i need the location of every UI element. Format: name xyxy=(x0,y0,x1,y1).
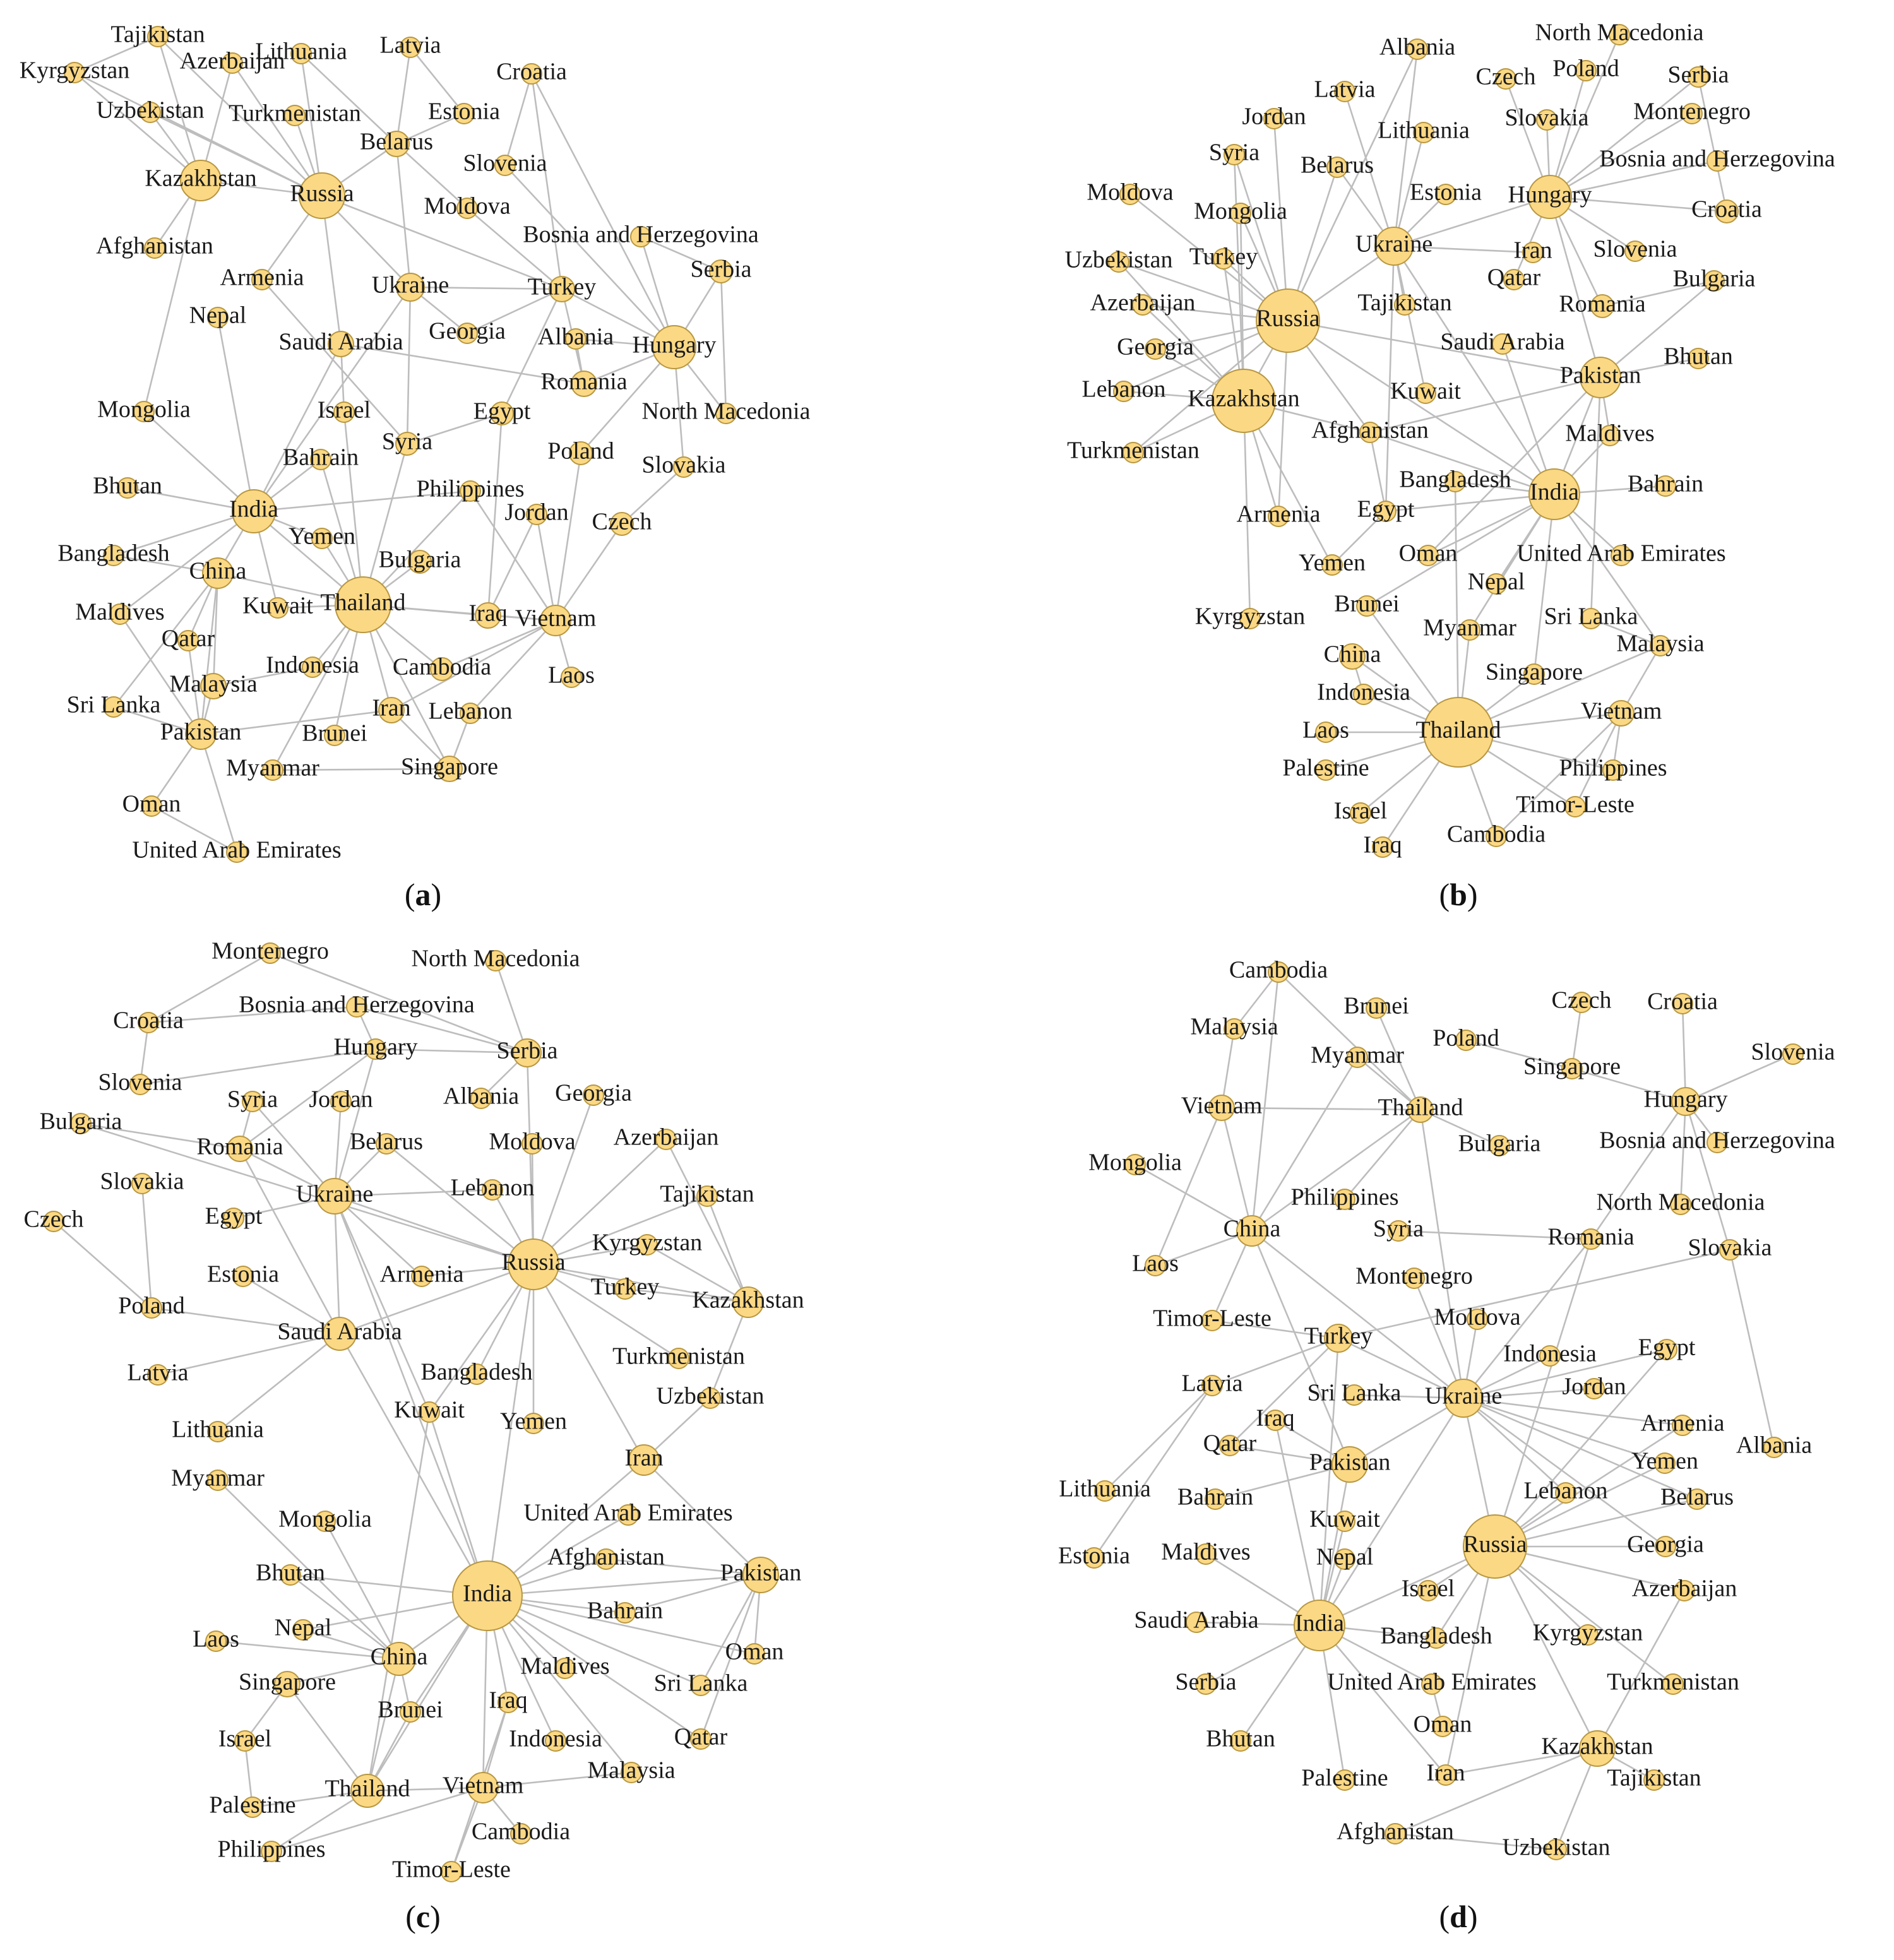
node-label-slovakia: Slovakia xyxy=(641,451,726,478)
node-label-yemen: Yemen xyxy=(289,523,355,550)
node-label-russia: Russia xyxy=(1256,305,1320,332)
node-label-laos: Laos xyxy=(1132,1250,1179,1277)
node-label-saudiarabia: Saudi Arabia xyxy=(1134,1607,1259,1634)
node-label-egypt: Egypt xyxy=(1638,1334,1696,1361)
node-label-russia: Russia xyxy=(1463,1531,1527,1558)
node-label-cambodia: Cambodia xyxy=(392,653,492,680)
node-label-bahrain: Bahrain xyxy=(587,1597,664,1624)
node-label-brunei: Brunei xyxy=(1334,590,1400,617)
node-label-oman: Oman xyxy=(1398,540,1458,567)
node-label-malaysia: Malaysia xyxy=(1190,1013,1278,1040)
node-label-northmacedonia: North Macedonia xyxy=(1596,1189,1765,1216)
node-label-qatar: Qatar xyxy=(161,625,215,652)
node-label-tajikistan: Tajikistan xyxy=(1607,1764,1701,1791)
node-label-croatia: Croatia xyxy=(1647,988,1718,1015)
node-label-moldova: Moldova xyxy=(1087,179,1174,206)
node-label-mongolia: Mongolia xyxy=(97,396,191,423)
node-label-brunei: Brunei xyxy=(378,1696,443,1723)
node-label-yemen: Yemen xyxy=(1631,1447,1698,1475)
panel-caption-letter: d xyxy=(1450,1899,1467,1935)
node-label-czech: Czech xyxy=(592,508,652,535)
node-label-bulgaria: Bulgaria xyxy=(378,546,462,573)
panel-caption-letter: a xyxy=(415,877,431,913)
node-label-ukraine: Ukraine xyxy=(371,271,450,299)
node-label-mongolia: Mongolia xyxy=(278,1506,372,1533)
node-label-bangladesh: Bangladesh xyxy=(420,1358,533,1386)
node-label-azerbaijan: Azerbaijan xyxy=(1631,1575,1737,1602)
node-label-montenegro: Montenegro xyxy=(211,937,329,965)
node-label-bhutan: Bhutan xyxy=(93,472,162,499)
node-label-vietnam: Vietnam xyxy=(1181,1092,1263,1119)
node-label-timorleste: Timor-Leste xyxy=(1153,1305,1272,1332)
node-label-kyrgyzstan: Kyrgyzstan xyxy=(592,1229,703,1256)
node-label-oman: Oman xyxy=(122,790,181,817)
node-label-cambodia: Cambodia xyxy=(471,1818,571,1845)
node-label-lithuania: Lithuania xyxy=(255,38,347,65)
node-label-serbia: Serbia xyxy=(1667,61,1729,88)
node-label-albania: Albania xyxy=(1736,1432,1813,1459)
node-label-albania: Albania xyxy=(1379,33,1456,61)
node-label-croatia: Croatia xyxy=(496,58,567,85)
node-label-slovenia: Slovenia xyxy=(98,1069,182,1096)
node-label-thailand: Thailand xyxy=(325,1775,410,1802)
node-label-myanmar: Myanmar xyxy=(1423,614,1516,641)
node-label-bhutan: Bhutan xyxy=(1664,343,1733,370)
node-label-egypt: Egypt xyxy=(205,1203,263,1230)
node-label-armenia: Armenia xyxy=(1236,501,1321,528)
node-label-srilanka: Sri Lanka xyxy=(1307,1379,1402,1406)
node-label-iraq: Iraq xyxy=(468,600,508,627)
node-label-turkmenistan: Turkmenistan xyxy=(229,100,361,127)
node-label-israel: Israel xyxy=(1401,1575,1455,1602)
node-label-georgia: Georgia xyxy=(555,1079,632,1107)
node-label-turkmenistan: Turkmenistan xyxy=(1067,437,1200,464)
node-label-uzbekistan: Uzbekistan xyxy=(1064,246,1173,273)
panel-caption-c: (c) xyxy=(405,1899,441,1935)
node-label-syria: Syria xyxy=(1373,1215,1424,1242)
node-label-belarus: Belarus xyxy=(1660,1483,1734,1511)
node-label-lithuania: Lithuania xyxy=(1059,1475,1151,1502)
node-label-bulgaria: Bulgaria xyxy=(39,1108,122,1135)
node-label-iran: Iran xyxy=(1426,1759,1465,1786)
panel-caption-letter: c xyxy=(415,1899,431,1935)
node-label-afghanistan: Afghanistan xyxy=(547,1543,665,1571)
node-label-india: India xyxy=(229,496,279,523)
node-label-india: India xyxy=(462,1580,513,1607)
node-label-hungary: Hungary xyxy=(1643,1086,1728,1113)
node-label-kyrgyzstan: Kyrgyzstan xyxy=(1194,603,1306,630)
node-label-georgia: Georgia xyxy=(1627,1531,1704,1558)
node-label-northmacedonia: North Macedonia xyxy=(411,945,580,972)
node-label-egypt: Egypt xyxy=(1357,496,1415,523)
node-label-estonia: Estonia xyxy=(1410,179,1482,206)
node-label-myanmar: Myanmar xyxy=(171,1464,265,1492)
node-label-iran: Iran xyxy=(624,1444,664,1471)
node-label-slovenia: Slovenia xyxy=(1593,235,1677,263)
panel-caption-d: (d) xyxy=(1439,1899,1478,1935)
node-label-turkey: Turkey xyxy=(1189,243,1258,270)
node-label-pakistan: Pakistan xyxy=(160,718,242,745)
node-label-kuwait: Kuwait xyxy=(242,592,313,619)
node-label-moldova: Moldova xyxy=(424,193,511,220)
node-label-saudiarabia: Saudi Arabia xyxy=(278,328,403,355)
node-label-uzbekistan: Uzbekistan xyxy=(1502,1834,1611,1861)
node-label-nepal: Nepal xyxy=(274,1614,332,1641)
node-label-philippines: Philippines xyxy=(1290,1184,1399,1211)
node-label-indonesia: Indonesia xyxy=(509,1725,602,1752)
node-label-syria: Syria xyxy=(227,1086,278,1113)
node-label-hungary: Hungary xyxy=(632,331,717,359)
node-label-jordan: Jordan xyxy=(1562,1373,1626,1400)
node-label-bosniaherz: Bosnia and Herzegovina xyxy=(523,221,759,248)
node-label-maldives: Maldives xyxy=(75,598,165,626)
node-label-ukraine: Ukraine xyxy=(1424,1382,1503,1410)
node-label-iran: Iran xyxy=(372,694,411,722)
node-label-serbia: Serbia xyxy=(1175,1668,1237,1696)
node-label-singapore: Singapore xyxy=(1523,1053,1621,1080)
node-label-bahrain: Bahrain xyxy=(282,444,359,471)
node-label-srilanka: Sri Lanka xyxy=(66,691,161,718)
node-label-kazakhstan: Kazakhstan xyxy=(692,1286,804,1314)
node-label-oman: Oman xyxy=(725,1638,784,1665)
node-label-nepal: Nepal xyxy=(189,302,247,329)
node-label-northmacedonia: North Macedonia xyxy=(1535,19,1704,46)
node-label-laos: Laos xyxy=(548,662,595,689)
node-label-latvia: Latvia xyxy=(1181,1370,1243,1397)
panel-caption-letter: b xyxy=(1450,877,1467,913)
node-label-serbia: Serbia xyxy=(690,256,752,283)
node-label-tajikistan: Tajikistan xyxy=(1357,289,1452,316)
node-label-kazakhstan: Kazakhstan xyxy=(145,165,257,192)
node-label-montenegro: Montenegro xyxy=(1355,1262,1473,1290)
node-label-uae: United Arab Emirates xyxy=(523,1499,733,1526)
node-label-slovenia: Slovenia xyxy=(1751,1038,1835,1066)
node-label-afghanistan: Afghanistan xyxy=(96,232,213,259)
node-label-azerbaijan: Azerbaijan xyxy=(613,1124,719,1151)
node-label-czech: Czech xyxy=(1551,987,1612,1014)
node-label-iraq: Iraq xyxy=(1256,1405,1295,1432)
node-label-egypt: Egypt xyxy=(473,398,531,425)
node-label-russia: Russia xyxy=(501,1249,566,1276)
node-label-malaysia: Malaysia xyxy=(587,1757,676,1784)
node-label-montenegro: Montenegro xyxy=(1633,98,1751,125)
node-label-kuwait: Kuwait xyxy=(1390,377,1461,405)
node-label-romania: Romania xyxy=(196,1133,283,1160)
node-label-bosniaherz: Bosnia and Herzegovina xyxy=(1599,145,1835,172)
node-label-vietnam: Vietnam xyxy=(442,1772,524,1799)
node-label-iran: Iran xyxy=(1513,237,1552,264)
node-label-qatar: Qatar xyxy=(1487,264,1541,291)
node-label-serbia: Serbia xyxy=(496,1037,558,1064)
node-label-poland: Poland xyxy=(547,437,614,465)
node-label-lebanon: Lebanon xyxy=(1523,1477,1608,1504)
node-label-malaysia: Malaysia xyxy=(1616,630,1705,657)
node-label-syria: Syria xyxy=(1208,139,1260,166)
node-label-turkey: Turkey xyxy=(527,273,597,300)
node-label-armenia: Armenia xyxy=(220,264,304,291)
node-label-kyrgyzstan: Kyrgyzstan xyxy=(19,57,130,84)
panel-caption-b: (b) xyxy=(1439,877,1478,913)
node-label-northmacedonia: North Macedonia xyxy=(641,398,811,425)
node-label-bangladesh: Bangladesh xyxy=(1399,466,1511,493)
node-label-afghanistan: Afghanistan xyxy=(1311,417,1429,444)
node-label-syria: Syria xyxy=(381,428,433,455)
node-label-thailand: Thailand xyxy=(1415,716,1501,744)
node-label-timorleste: Timor-Leste xyxy=(392,1856,511,1883)
node-label-singapore: Singapore xyxy=(238,1668,337,1696)
node-label-romania: Romania xyxy=(1559,290,1646,318)
node-label-czech: Czech xyxy=(23,1206,84,1233)
node-label-iraq: Iraq xyxy=(1363,831,1402,858)
node-label-slovakia: Slovakia xyxy=(1504,104,1589,131)
node-label-bulgaria: Bulgaria xyxy=(1672,265,1756,292)
node-label-thailand: Thailand xyxy=(1378,1094,1463,1121)
node-label-georgia: Georgia xyxy=(429,318,506,345)
node-label-romania: Romania xyxy=(1547,1223,1635,1250)
node-label-latvia: Latvia xyxy=(379,32,441,59)
node-label-vietnam: Vietnam xyxy=(515,605,597,632)
node-label-indonesia: Indonesia xyxy=(1503,1340,1597,1367)
node-label-bhutan: Bhutan xyxy=(1206,1725,1275,1752)
node-label-albania: Albania xyxy=(537,323,614,350)
node-label-china: China xyxy=(1323,641,1381,668)
node-label-georgia: Georgia xyxy=(1117,333,1194,360)
node-label-laos: Laos xyxy=(1302,716,1349,744)
node-label-myanmar: Myanmar xyxy=(226,754,319,781)
node-label-slovakia: Slovakia xyxy=(100,1168,184,1195)
node-label-uzbekistan: Uzbekistan xyxy=(656,1382,765,1410)
node-label-afghanistan: Afghanistan xyxy=(1337,1818,1454,1845)
node-label-china: China xyxy=(189,557,247,585)
node-label-nepal: Nepal xyxy=(1316,1543,1374,1571)
node-label-estonia: Estonia xyxy=(1058,1542,1130,1569)
node-label-poland: Poland xyxy=(118,1292,185,1319)
node-label-uzbekistan: Uzbekistan xyxy=(96,97,205,124)
node-label-china: China xyxy=(1223,1215,1281,1242)
node-label-turkey: Turkey xyxy=(590,1273,660,1300)
node-label-ukraine: Ukraine xyxy=(1355,230,1433,258)
node-label-tajikistan: Tajikistan xyxy=(110,21,205,48)
node-label-china: China xyxy=(370,1643,428,1670)
node-label-qatar: Qatar xyxy=(1203,1430,1257,1457)
node-label-timorleste: Timor-Leste xyxy=(1516,791,1635,818)
node-label-malaysia: Malaysia xyxy=(169,670,258,698)
node-label-maldives: Maldives xyxy=(1161,1538,1251,1565)
node-label-uae: United Arab Emirates xyxy=(132,836,342,864)
node-label-bosniaherz: Bosnia and Herzegovina xyxy=(239,991,475,1018)
node-label-turkey: Turkey xyxy=(1304,1322,1373,1350)
node-label-belarus: Belarus xyxy=(359,128,434,155)
node-label-kyrgyzstan: Kyrgyzstan xyxy=(1532,1619,1643,1646)
node-label-philippines: Philippines xyxy=(1559,754,1667,781)
node-label-azerbaijan: Azerbaijan xyxy=(179,47,285,74)
node-label-philippines: Philippines xyxy=(416,475,525,502)
node-label-romania: Romania xyxy=(540,368,628,395)
node-label-ukraine: Ukraine xyxy=(295,1180,374,1208)
node-label-bangladesh: Bangladesh xyxy=(57,540,170,567)
node-label-laos: Laos xyxy=(193,1625,239,1653)
node-label-albania: Albania xyxy=(443,1083,520,1110)
node-label-mongolia: Mongolia xyxy=(1194,198,1287,225)
node-label-kazakhstan: Kazakhstan xyxy=(1541,1733,1653,1760)
node-label-jordan: Jordan xyxy=(504,499,569,526)
node-label-uae: United Arab Emirates xyxy=(1516,540,1726,567)
node-label-indonesia: Indonesia xyxy=(266,651,359,679)
node-label-mongolia: Mongolia xyxy=(1088,1149,1182,1176)
node-label-jordan: Jordan xyxy=(1242,103,1306,130)
node-label-palestine: Palestine xyxy=(1282,754,1369,781)
node-label-cambodia: Cambodia xyxy=(1446,821,1546,848)
node-label-lebanon: Lebanon xyxy=(450,1174,535,1201)
node-label-palestine: Palestine xyxy=(209,1791,296,1819)
node-label-bhutan: Bhutan xyxy=(256,1559,325,1586)
node-label-myanmar: Myanmar xyxy=(1311,1042,1404,1069)
node-label-brunei: Brunei xyxy=(302,720,367,747)
node-label-indonesia: Indonesia xyxy=(1317,679,1410,706)
node-label-philippines: Philippines xyxy=(217,1836,326,1863)
node-label-armenia: Armenia xyxy=(1640,1410,1725,1437)
node-label-lithuania: Lithuania xyxy=(1378,117,1470,144)
node-label-bulgaria: Bulgaria xyxy=(1458,1130,1541,1157)
node-label-slovenia: Slovenia xyxy=(463,150,547,177)
node-label-hungary: Hungary xyxy=(1508,181,1592,208)
node-label-israel: Israel xyxy=(1333,797,1388,824)
node-label-croatia: Croatia xyxy=(1691,196,1762,223)
node-label-thailand: Thailand xyxy=(320,589,406,616)
node-label-uae: United Arab Emirates xyxy=(1327,1668,1537,1696)
node-label-russia: Russia xyxy=(290,180,354,207)
node-label-singapore: Singapore xyxy=(1485,658,1583,686)
node-label-bangladesh: Bangladesh xyxy=(1380,1622,1492,1649)
node-label-moldova: Moldova xyxy=(1434,1304,1521,1331)
node-label-singapore: Singapore xyxy=(400,753,499,780)
node-label-moldova: Moldova xyxy=(489,1128,576,1155)
node-label-india: India xyxy=(1294,1610,1345,1637)
node-label-kuwait: Kuwait xyxy=(394,1396,465,1423)
node-label-belarus: Belarus xyxy=(1300,151,1374,179)
node-label-croatia: Croatia xyxy=(113,1007,184,1034)
node-label-tajikistan: Tajikistan xyxy=(660,1180,754,1208)
node-label-azerbaijan: Azerbaijan xyxy=(1090,289,1196,316)
node-label-palestine: Palestine xyxy=(1301,1764,1388,1791)
node-label-bosniaherz: Bosnia and Herzegovina xyxy=(1599,1127,1835,1154)
node-label-vietnam: Vietnam xyxy=(1580,698,1662,725)
node-label-lebanon: Lebanon xyxy=(1081,376,1166,403)
node-label-srilanka: Sri Lanka xyxy=(1544,603,1638,630)
node-label-kuwait: Kuwait xyxy=(1309,1506,1380,1533)
node-label-kazakhstan: Kazakhstan xyxy=(1188,385,1300,412)
node-label-slovakia: Slovakia xyxy=(1688,1234,1772,1261)
node-label-maldives: Maldives xyxy=(1565,420,1655,447)
node-label-estonia: Estonia xyxy=(428,98,500,125)
node-label-yemen: Yemen xyxy=(1299,549,1366,576)
node-label-saudiarabia: Saudi Arabia xyxy=(1440,328,1565,355)
node-label-bahrain: Bahrain xyxy=(1627,470,1704,497)
node-label-iraq: Iraq xyxy=(489,1687,528,1714)
node-label-pakistan: Pakistan xyxy=(1309,1449,1391,1476)
node-label-nepal: Nepal xyxy=(1467,568,1525,595)
node-label-pakistan: Pakistan xyxy=(1559,362,1641,389)
node-label-oman: Oman xyxy=(1413,1711,1472,1738)
node-label-estonia: Estonia xyxy=(207,1261,279,1288)
node-label-qatar: Qatar xyxy=(674,1723,728,1750)
node-label-bahrain: Bahrain xyxy=(1177,1483,1254,1511)
node-label-latvia: Latvia xyxy=(1314,76,1376,103)
node-label-latvia: Latvia xyxy=(127,1359,189,1386)
node-label-israel: Israel xyxy=(218,1725,272,1752)
node-label-india: India xyxy=(1529,478,1580,506)
node-label-pakistan: Pakistan xyxy=(720,1559,802,1586)
node-label-czech: Czech xyxy=(1475,63,1536,90)
node-label-poland: Poland xyxy=(1552,55,1619,82)
node-label-yemen: Yemen xyxy=(500,1408,567,1435)
node-label-jordan: Jordan xyxy=(309,1086,373,1113)
node-label-turkmenistan: Turkmenistan xyxy=(1607,1668,1739,1696)
node-label-poland: Poland xyxy=(1432,1025,1499,1052)
node-label-cambodia: Cambodia xyxy=(1229,956,1328,983)
node-label-maldives: Maldives xyxy=(520,1653,610,1680)
node-label-israel: Israel xyxy=(317,396,371,424)
node-label-turkmenistan: Turkmenistan xyxy=(612,1343,745,1370)
node-label-armenia: Armenia xyxy=(379,1261,464,1288)
node-label-lithuania: Lithuania xyxy=(172,1416,264,1443)
node-label-brunei: Brunei xyxy=(1343,992,1409,1019)
node-label-saudiarabia: Saudi Arabia xyxy=(277,1318,402,1345)
panel-caption-a: (a) xyxy=(404,877,442,913)
node-label-srilanka: Sri Lanka xyxy=(653,1670,748,1697)
node-label-belarus: Belarus xyxy=(349,1128,424,1155)
node-label-lebanon: Lebanon xyxy=(428,698,513,725)
node-label-hungary: Hungary xyxy=(333,1033,418,1060)
